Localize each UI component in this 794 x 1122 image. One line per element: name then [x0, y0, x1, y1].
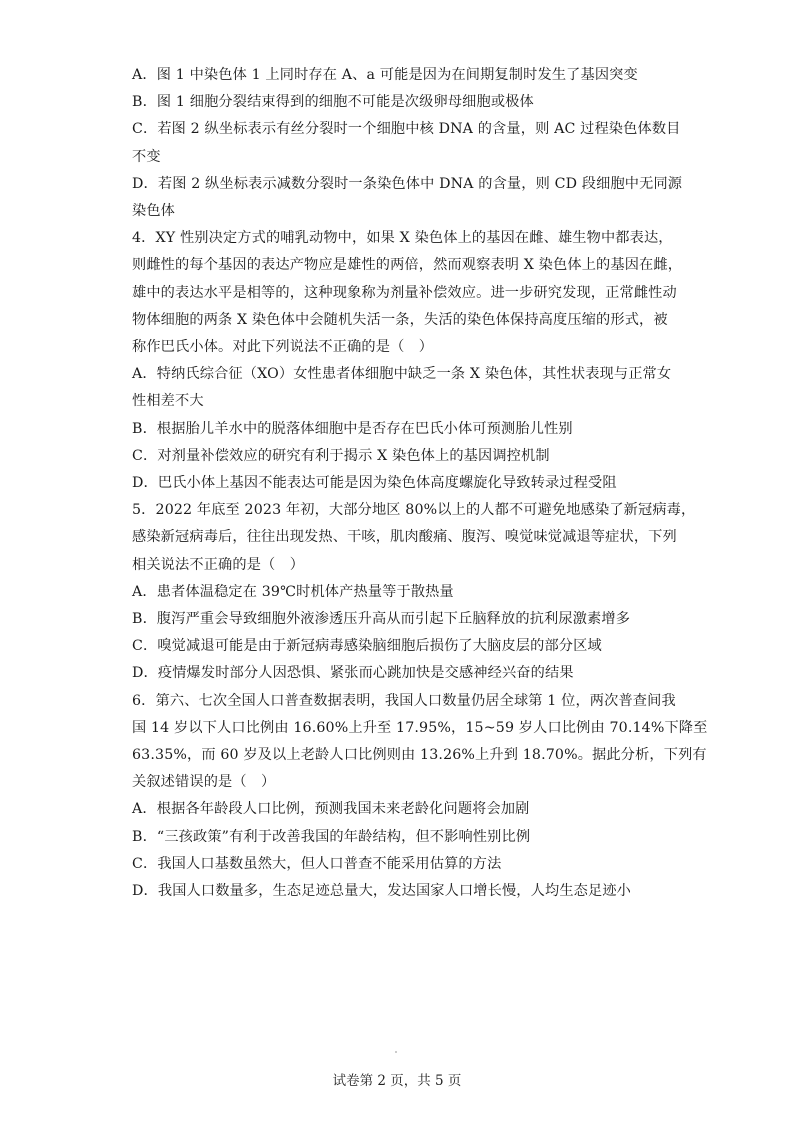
text-line: A．根据各年龄段人口比例，预测我国未来老龄化问题将会加剧 — [132, 801, 530, 818]
text-line: 63.35%，而 60 岁及以上老龄人口比例则由 13.26%上升到 18.70%。据此分析，下列有 — [132, 747, 707, 764]
page-mark — [395, 1051, 397, 1053]
text-line: 则雌性的每个基因的表达产物应是雄性的两倍，然而观察表明 X 染色体上的基因在雌， — [132, 257, 683, 274]
text-line: 5．2022 年底至 2023 年初，大部分地区 80%以上的人都不可避免地感染了新冠病毒， — [132, 502, 696, 519]
text-line: B．腹泻严重会导致细胞外液渗透压升高从而引起下丘脑释放的抗利尿激素增多 — [132, 611, 631, 628]
text-line: D．疫情爆发时部分人因恐惧、紧张而心跳加快是交感神经兴奋的结果 — [132, 665, 574, 682]
text-line: B．“三孩政策”有利于改善我国的年龄结构，但不影响性别比例 — [132, 828, 531, 845]
page-footer: 试卷第 2 页，共 5 页 — [332, 1073, 462, 1089]
text-line: 6．第六、七次全国人口普查数据表明，我国人口数量仍居全球第 1 位，两次普查间我 — [132, 692, 676, 709]
text-line: 相关说法不正确的是（ ） — [132, 556, 305, 573]
text-line: 称作巴氏小体。对此下列说法不正确的是（ ） — [132, 339, 434, 356]
text-line: 感染新冠病毒后，往往出现发热、干咳，肌肉酸痛、腹泻、嗅觉味觉减退等症状，下列 — [132, 529, 677, 546]
text-line: B．根据胎儿羊水中的脱落体细胞中是否存在巴氏小体可预测胎儿性别 — [132, 420, 573, 437]
text-line: D．我国人口数量多，生态足迹总量大，发达国家人口增长慢，人均生态足迹小 — [132, 883, 632, 900]
text-line: 不变 — [132, 148, 161, 165]
text-line: 物体细胞的两条 X 染色体中会随机失活一条，失活的染色体保持高度压缩的形式，被 — [132, 311, 668, 328]
text-line: 雄中的表达水平是相等的，这种现象称为剂量补偿效应。进一步研究发现，正常雌性动 — [132, 284, 677, 301]
text-line: A．患者体温稳定在 39℃时机体产热量等于散热量 — [132, 583, 454, 600]
text-line: D．巴氏小体上基因不能表达可能是因为染色体高度螺旋化导致转录过程受阻 — [132, 475, 617, 492]
text-line: C．我国人口基数虽然大，但人口普查不能采用估算的方法 — [132, 855, 502, 872]
text-line: C．若图 2 纵坐标表示有丝分裂时一个细胞中核 DNA 的含量，则 AC 过程染色体数目 — [132, 121, 681, 138]
text-line: 染色体 — [132, 203, 176, 220]
text-line: A．特纳氏综合征（XO）女性患者体细胞中缺乏一条 X 染色体，其性状表现与正常女 — [132, 366, 672, 383]
text-line: D．若图 2 纵坐标表示减数分裂时一条染色体中 DNA 的含量，则 CD 段细胞中无同源 — [132, 175, 683, 192]
text-line: A．图 1 中染色体 1 上同时存在 A、a 可能是因为在间期复制时发生了基因突变 — [132, 67, 638, 83]
text-line: 国 14 岁以下人口比例由 16.60%上升至 17.95%，15~59 岁人口比例由 70.14%下降至 — [132, 719, 708, 736]
question-content — [132, 62, 708, 905]
text-line: 关叙述错误的是（ ） — [132, 774, 276, 791]
text-line: 性相差不大 — [132, 393, 204, 410]
text-line: C．对剂量补偿效应的研究有利于揭示 X 染色体上的基因调控机制 — [132, 447, 550, 464]
text-line: B．图 1 细胞分裂结束得到的细胞不可能是次级卵母细胞或极体 — [132, 94, 534, 111]
text-line: 4．XY 性别决定方式的哺乳动物中，如果 X 染色体上的基因在雌、雄生物中都表达， — [132, 230, 673, 247]
text-line: C．嗅觉减退可能是由于新冠病毒感染脑细胞后损伤了大脑皮层的部分区域 — [132, 638, 602, 655]
